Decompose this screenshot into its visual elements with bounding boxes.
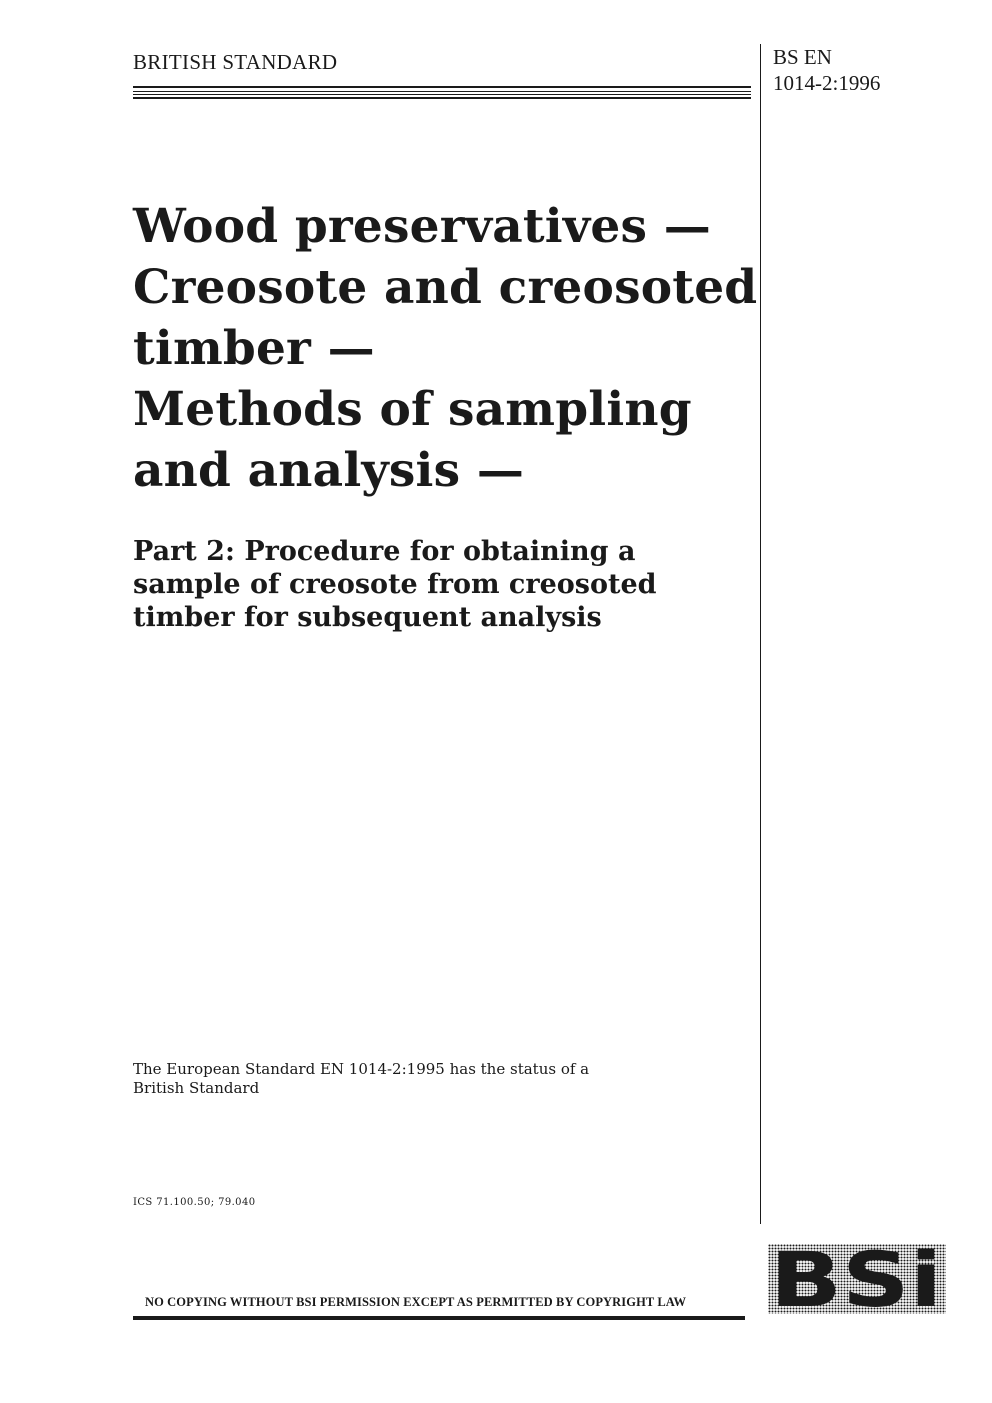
footer-rule: [133, 1316, 745, 1320]
standard-number: [773, 44, 880, 96]
title-line: Methods of sampling: [133, 382, 692, 437]
document-subtitle: [133, 535, 753, 634]
title-line: and analysis —: [133, 443, 525, 498]
subtitle-line: sample of creosote from creosoted: [133, 569, 657, 600]
header-rule: [133, 91, 751, 92]
standard-number-line-2: 1014-2:1996: [773, 71, 881, 95]
header-rule: [133, 97, 751, 99]
status-note-line: British Standard: [133, 1079, 260, 1097]
column-divider: [760, 44, 761, 1224]
title-line: Wood preservatives —: [133, 199, 711, 254]
svg-text:BSi: BSi: [770, 1244, 942, 1314]
copyright-notice: NO COPYING WITHOUT BSI PERMISSION EXCEPT AS PERMITTED BY COPYRIGHT LAW: [145, 1295, 687, 1309]
title-line: Creosote and creosoted: [133, 260, 758, 315]
standard-number-line-1: BS EN: [773, 45, 832, 69]
subtitle-line: Part 2: Procedure for obtaining a: [133, 536, 636, 567]
subtitle-line: timber for subsequent analysis: [133, 602, 602, 633]
bsi-logo: [768, 1244, 946, 1314]
title-line: timber —: [133, 321, 375, 376]
document-title: [133, 196, 758, 501]
status-note-line: The European Standard EN 1014-2:1995 has the status of a: [133, 1060, 590, 1078]
header-rule: [133, 86, 751, 88]
header-rule: [133, 94, 751, 95]
ics-code: ICS 71.100.50; 79.040: [133, 1197, 256, 1208]
document-type-label: BRITISH STANDARD: [133, 50, 338, 74]
status-note: [133, 1060, 589, 1098]
